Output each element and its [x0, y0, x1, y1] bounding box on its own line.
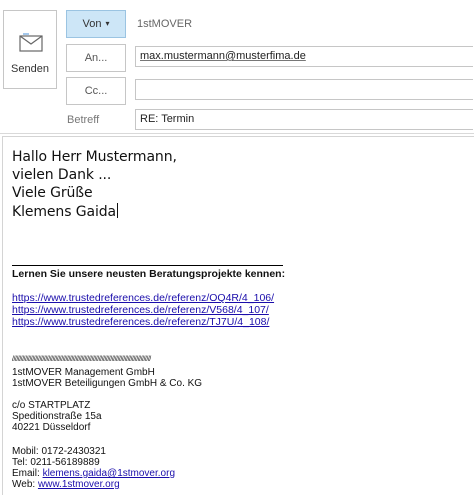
body-line-closing: Viele Grüße [12, 185, 93, 201]
send-button[interactable] [3, 10, 57, 89]
address-line-3: 40221 Düsseldorf [12, 422, 91, 433]
body-line-thanks: vielen Dank ... [12, 167, 112, 183]
body-name-text: Klemens Gaida [12, 204, 117, 220]
to-field[interactable] [135, 46, 473, 67]
text-cursor [117, 203, 118, 218]
cc-button[interactable]: Cc... [66, 77, 126, 105]
company-name-2: 1stMOVER Beteiligungen GmbH & Co. KG [12, 378, 203, 389]
send-label: Senden [11, 63, 49, 75]
sender-account: 1stMOVER [137, 18, 193, 30]
address-line-2: Speditionstraße 15a [12, 411, 102, 422]
reference-link[interactable]: https://www.trustedreferences.de/referenz/OQ4R/4_106/ [12, 292, 275, 304]
address-line-1: c/o STARTPLATZ [12, 400, 91, 411]
signature-rule [12, 265, 283, 266]
subject-value: RE: Termin [140, 113, 195, 125]
email-label: Email: [12, 468, 43, 479]
chevron-down-icon: ▾ [105, 19, 110, 28]
body-line-greeting: Hallo Herr Mustermann, [12, 149, 177, 165]
subject-field[interactable] [135, 109, 473, 130]
cc-field[interactable] [135, 79, 473, 100]
body-line-name [12, 203, 118, 220]
telephone-number: Tel: 0211-56189889 [12, 457, 100, 468]
header-divider [0, 133, 474, 134]
mobile-number: Mobil: 0172-2430321 [12, 446, 106, 457]
web-link[interactable]: www.1stmover.org [37, 479, 120, 490]
from-label: Von [82, 18, 102, 30]
email-line [12, 468, 175, 479]
subject-label: Betreff [67, 114, 100, 126]
email-link[interactable]: klemens.gaida@1stmover.org [42, 468, 175, 479]
reference-link[interactable]: https://www.trustedreferences.de/referenz/V568/4_107/ [12, 304, 269, 316]
reference-link[interactable]: https://www.trustedreferences.de/referenz/TJ7U/4_108/ [12, 316, 270, 328]
to-recipient[interactable]: max.mustermann@musterfima.de [140, 50, 306, 62]
signature-headline: Lernen Sie unsere neusten Beratungsprojekte kennen: [12, 268, 286, 280]
web-line [12, 479, 120, 490]
send-icon [19, 33, 43, 53]
to-button[interactable]: An... [66, 44, 126, 72]
web-label: Web: [12, 479, 38, 490]
company-name-1: 1stMOVER Management GmbH [12, 367, 155, 378]
from-button[interactable] [66, 10, 126, 38]
signature-separator: //////////////////////////////////////////////////////////////////////////////////////////////// [12, 356, 151, 363]
